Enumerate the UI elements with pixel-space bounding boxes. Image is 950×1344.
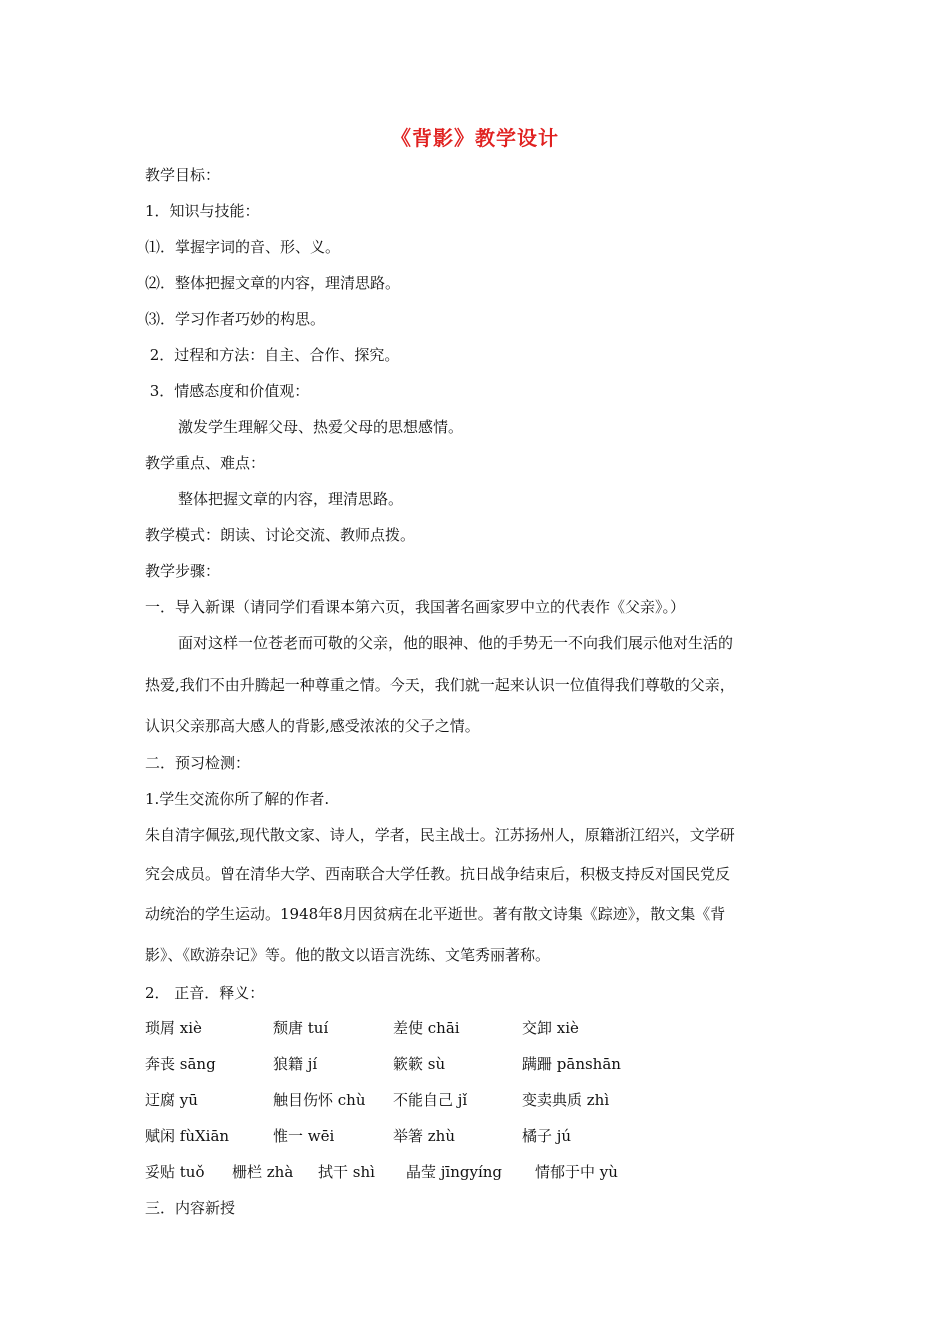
vocab-item: 妥贴 tuǒ xyxy=(145,1163,205,1181)
vocab-item: 交卸 xiè xyxy=(522,1019,579,1037)
vocab-item: 拭干 shì xyxy=(318,1163,375,1181)
key-points-heading: 教学重点、难点： xyxy=(145,454,266,472)
vocab-item: 簌簌 sù xyxy=(393,1055,446,1073)
goal-1-heading: 1．知识与技能： xyxy=(145,202,260,220)
vocab-item: 迂腐 yū xyxy=(145,1091,198,1109)
teaching-mode: 教学模式：朗读、讨论交流、教师点拨。 xyxy=(145,526,416,544)
goal-3-heading: 3．情感态度和价值观： xyxy=(145,382,310,400)
author-bio-line: 动统治的学生运动。1948年8月因贫病在北平逝世。著有散文诗集《踪迹》，散文集《背 xyxy=(145,905,726,923)
step-2-item-1: 1.学生交流你所了解的作者. xyxy=(145,790,330,808)
author-bio-line: 影》、《欧游杂记》等。他的散文以语言洗练、文笔秀丽著称。 xyxy=(145,946,551,964)
author-bio-line: 朱自清字佩弦,现代散文家、诗人，学者，民主战士。江苏扬州人，原籍浙江绍兴，文学研 xyxy=(145,826,735,844)
vocab-item: 不能自己 jǐ xyxy=(393,1091,468,1109)
vocab-item: 触目伤怀 chù xyxy=(273,1091,366,1109)
step-2-heading: 二．预习检测： xyxy=(145,754,251,772)
vocab-item: 蹒跚 pānshān xyxy=(522,1055,621,1073)
vocab-item: 栅栏 zhà xyxy=(232,1163,294,1181)
goal-1-item-3: ⑶．学习作者巧妙的构思。 xyxy=(145,310,326,328)
vocab-item: 变卖典质 zhì xyxy=(522,1091,610,1109)
step-1-heading: 一．导入新课（请同学们看课本第六页，我国著名画家罗中立的代表作《父亲》。） xyxy=(145,598,686,616)
step-1-paragraph-line: 面对这样一位苍老而可敬的父亲，他的眼神、他的手势无一不向我们展示他对生活的 xyxy=(178,634,734,652)
vocab-item: 橘子 jú xyxy=(522,1127,572,1145)
goal-1-item-2: ⑵．整体把握文章的内容，理清思路。 xyxy=(145,274,401,292)
steps-heading: 教学步骤： xyxy=(145,562,221,580)
step-3-heading: 三．内容新授 xyxy=(145,1199,236,1217)
author-bio-line: 究会成员。曾在清华大学、西南联合大学任教。抗日战争结束后，积极支持反对国民党反 xyxy=(145,865,731,883)
vocab-row xyxy=(145,1089,845,1111)
document-title: 《背影》教学设计 xyxy=(391,126,559,150)
step-2-item-2: 2． 正音．释义： xyxy=(145,984,265,1002)
vocab-item: 情郁于中 yù xyxy=(535,1163,618,1181)
step-1-paragraph-line: 认识父亲那高大感人的背影,感受浓浓的父子之情。 xyxy=(145,717,480,735)
vocab-row xyxy=(145,1017,845,1039)
vocab-item: 举箸 zhù xyxy=(393,1127,455,1145)
vocab-row xyxy=(145,1161,845,1183)
vocab-item: 晶莹 jīngyíng xyxy=(406,1163,503,1181)
key-points-text: 整体把握文章的内容，理清思路。 xyxy=(178,490,404,508)
goals-heading: 教学目标： xyxy=(145,166,221,184)
vocab-item: 狼籍 jí xyxy=(273,1055,318,1073)
goal-1-item-1: ⑴．掌握字词的音、形、义。 xyxy=(145,238,341,256)
vocab-item: 琐屑 xiè xyxy=(145,1019,202,1037)
step-1-paragraph-line: 热爱,我们不由升腾起一种尊重之情。今天，我们就一起来认识一位值得我们尊敬的父亲， xyxy=(145,676,735,694)
goal-2: 2．过程和方法：自主、合作、探究。 xyxy=(145,346,400,364)
vocab-item: 赋闲 fùXiān xyxy=(145,1127,230,1145)
vocab-row xyxy=(145,1125,845,1147)
vocab-item: 惟一 wēi xyxy=(273,1127,335,1145)
goal-3-text: 激发学生理解父母、热爱父母的思想感情。 xyxy=(178,418,464,436)
vocab-item: 颓唐 tuí xyxy=(273,1019,329,1037)
vocab-row xyxy=(145,1053,845,1075)
vocab-item: 奔丧 sāng xyxy=(145,1055,216,1073)
vocab-item: 差使 chāi xyxy=(393,1019,460,1037)
